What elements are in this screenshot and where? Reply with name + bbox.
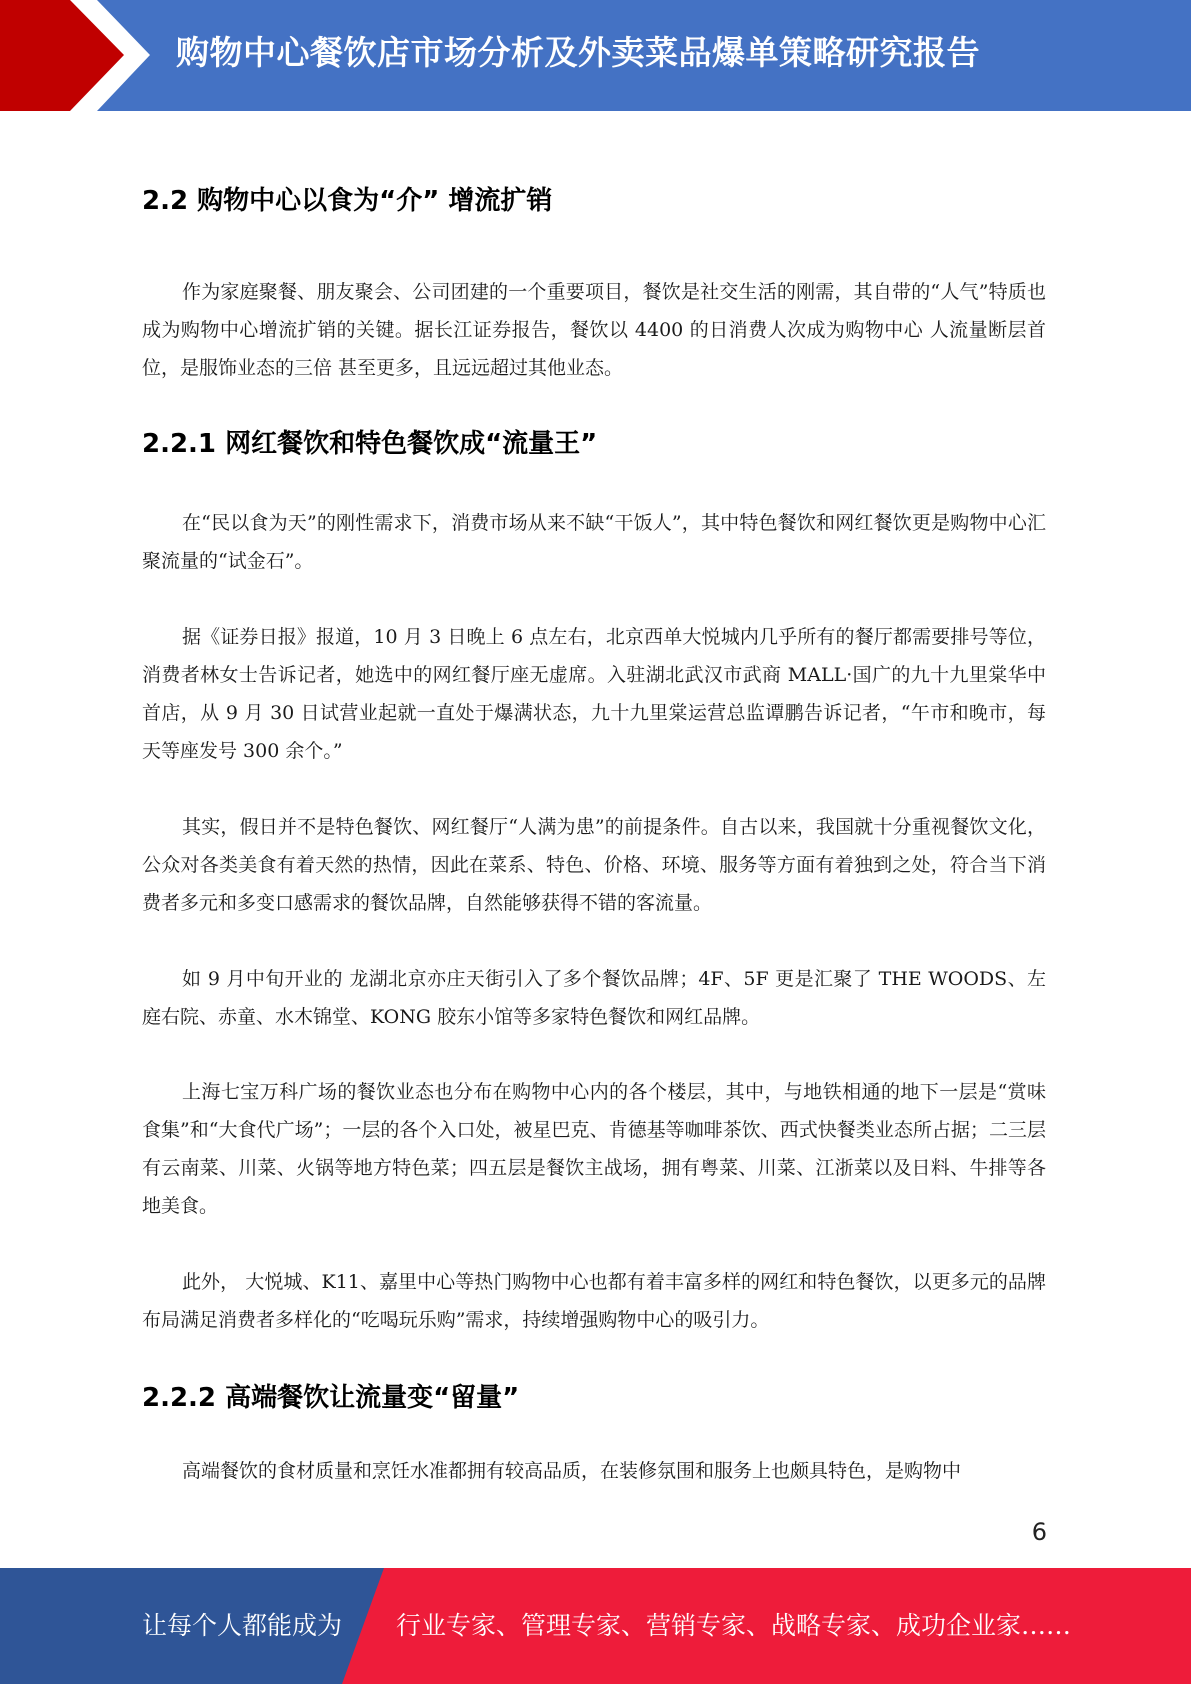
section-heading-2-2: 2.2 购物中心以食为“介” 增流扩销 <box>142 186 553 216</box>
paragraph: 据《证券日报》报道，10 月 3 日晚上 6 点左右，北京西单大悦城内几乎所有的餐厅都需要排号等位，消费者林女士告诉记者，她选中的网红餐厅座无虚席。入驻湖北武汉市武商 MALL·国广的九十九里棠华中首店，从 9 月 30 日试营业起就一直处于爆满状态，九十九里棠运营总监谭鹏告诉记者，“午市和晚市，每天等座发号 300 余个。” <box>142 626 1046 762</box>
paragraph: 如 9 月中旬开业的 龙湖北京亦庄天街引入了多个餐饮品牌；4F、5F 更是汇聚了 THE WOODS、左庭右院、赤童、水木锦堂、KONG 胶东小馆等多家特色餐饮和网红品牌。 <box>142 968 1046 1028</box>
paragraph: 其实，假日并不是特色餐饮、网红餐厅“人满为患”的前提条件。自古以来，我国就十分重视餐饮文化，公众对各类美食有着天然的热情，因此在菜系、特色、价格、环境、服务等方面有着独到之处，符合当下消费者多元和多变口感需求的餐饮品牌，自然能够获得不错的客流量。 <box>142 816 1046 914</box>
page-footer <box>0 1568 1191 1684</box>
paragraph: 在“民以食为天”的刚性需求下，消费市场从来不缺“干饭人”，其中特色餐饮和网红餐饮更是购物中心汇聚流量的“试金石”。 <box>142 512 1046 572</box>
page-header <box>0 0 1191 111</box>
header-chevron-decoration <box>0 0 150 111</box>
report-title: 购物中心餐饮店市场分析及外卖菜品爆单策略研究报告 <box>176 33 980 72</box>
section-heading-2-2-1: 2.2.1 网红餐饮和特色餐饮成“流量王” <box>142 429 598 459</box>
section-heading-2-2-2: 2.2.2 高端餐饮让流量变“留量” <box>142 1383 520 1413</box>
footer-slogan-left: 让每个人都能成为 <box>142 1611 343 1640</box>
page-number: 6 <box>1031 1518 1047 1546</box>
paragraph: 高端餐饮的食材质量和烹饪水准都拥有较高品质，在装修氛围和服务上也颇具特色，是购物中 <box>182 1460 962 1482</box>
paragraph: 上海七宝万科广场的餐饮业态也分布在购物中心内的各个楼层，其中，与地铁相通的地下一层是“赏味食集”和“大食代广场”；一层的各个入口处，被星巴克、肯德基等咖啡茶饮、西式快餐类业态所占据；二三层有云南菜、川菜、火锅等地方特色菜；四五层是餐饮主战场，拥有粤菜、川菜、江浙菜以及日料、牛排等各地美食。 <box>142 1081 1046 1217</box>
paragraph: 作为家庭聚餐、朋友聚会、公司团建的一个重要项目，餐饮是社交生活的刚需，其自带的“人气”特质也成为购物中心增流扩销的关键。据长江证券报告，餐饮以 4400 的日消费人次成为购物中心 人流量断层首位，是服饰业态的三倍 甚至更多，且远远超过其他业态。 <box>142 281 1046 379</box>
footer-slogan-right: 行业专家、管理专家、营销专家、战略专家、成功企业家…… <box>396 1611 1072 1640</box>
paragraph: 此外， 大悦城、K11、嘉里中心等热门购物中心也都有着丰富多样的网红和特色餐饮，以更多元的品牌布局满足消费者多样化的“吃喝玩乐购”需求，持续增强购物中心的吸引力。 <box>142 1271 1046 1331</box>
